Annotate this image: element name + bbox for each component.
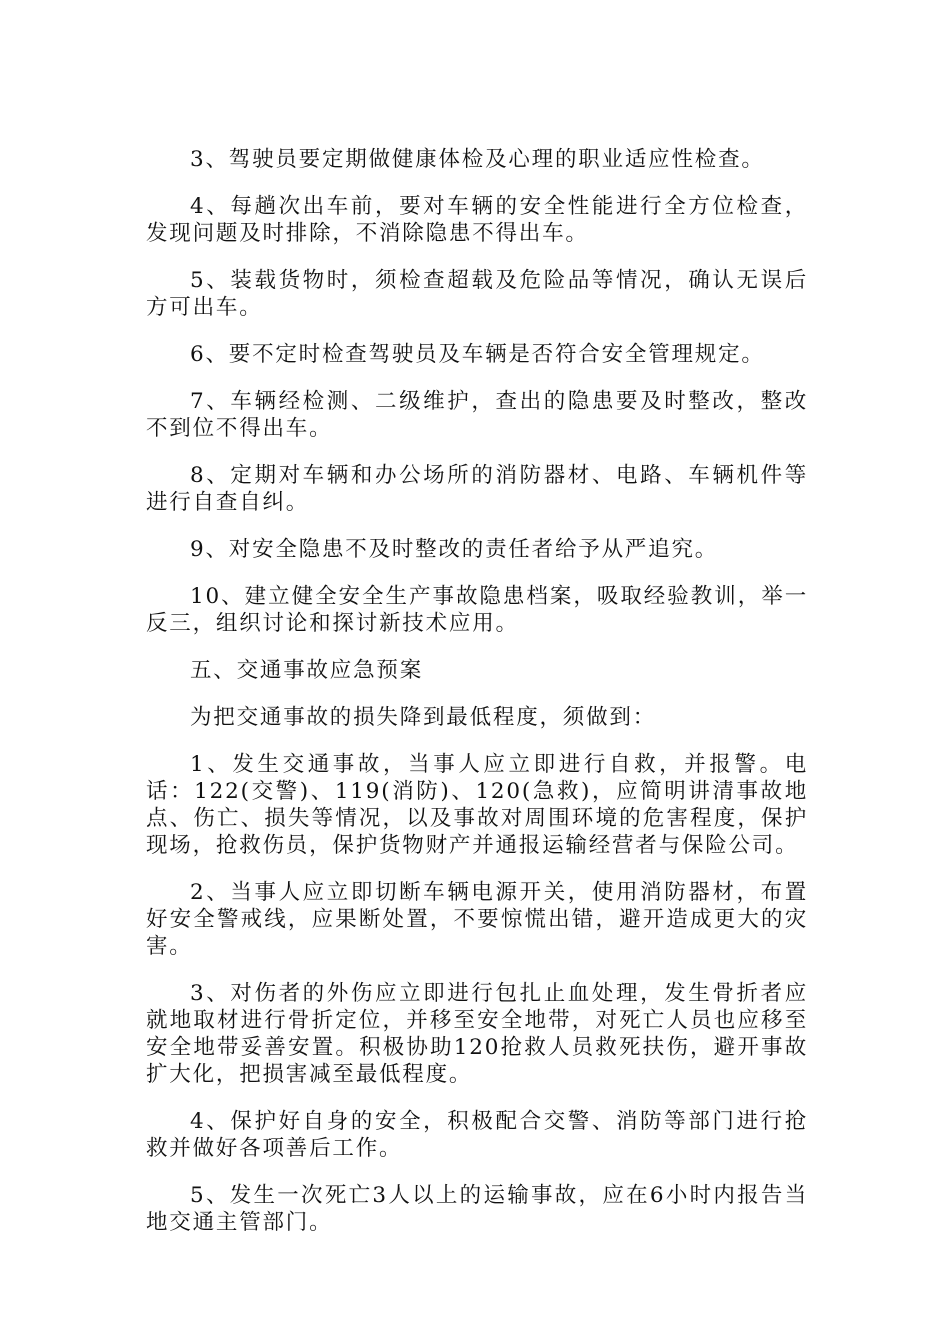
paragraph-item-6-random-inspection: 6、要不定时检查驾驶员及车辆是否符合安全管理规定。 [190,342,765,367]
paragraph-item-5-cargo-check: 5、装载货物时，须检查超载及危险品等情况，确认无误后方可出车。 [146,268,808,320]
paragraph-item-4-pre-trip-inspection: 4、每趟次出车前，要对车辆的安全性能进行全方位检查，发现问题及时排除，不消除隐患不得出车。 [146,194,808,246]
paragraph-item-9-accountability: 9、对安全隐患不及时整改的责任者给予从严追究。 [190,537,719,562]
document-body [146,146,808,1256]
paragraph-emergency-2-power-off: 2、当事人应立即切断车辆电源开关，使用消防器材，布置好安全警戒线，应果断处置，不要惊慌出错，避开造成更大的灾害。 [146,880,808,959]
paragraph-emergency-4-self-protection: 4、保护好自身的安全，积极配合交警、消防等部门进行抢救并做好各项善后工作。 [146,1109,808,1161]
paragraph-emergency-3-first-aid: 3、对伤者的外伤应立即进行包扎止血处理，发生骨折者应就地取材进行骨折定位，并移至安全地带，对死亡人员也应移至安全地带妥善安置。积极协助120抢救人员救死扶伤，避开事故扩大化，把损害减至最低程度。 [146,981,808,1087]
paragraph-item-8-fire-equipment-check: 8、定期对车辆和办公场所的消防器材、电路、车辆机件等进行自查自纠。 [146,463,808,515]
section-heading-emergency-plan: 五、交通事故应急预案 [190,658,424,683]
paragraph-emergency-5-report-deadline: 5、发生一次死亡3人以上的运输事故，应在6小时内报告当地交通主管部门。 [146,1183,808,1235]
paragraph-item-10-hazard-archive: 10、建立健全安全生产事故隐患档案，吸取经验教训，举一反三，组织讨论和探讨新技术应用。 [146,584,808,636]
section-intro: 为把交通事故的损失降到最低程度，须做到： [190,705,657,730]
paragraph-emergency-1-report: 1、发生交通事故，当事人应立即进行自救，并报警。电话：122(交警)、119(消防)、120(急救)，应简明讲清事故地点、伤亡、损失等情况，以及事故对周围环境的危害程度，保护现场，抢救伤员，保护货物财产并通报运输经营者与保险公司。 [146,752,808,858]
paragraph-item-3-driver-health-check: 3、驾驶员要定期做健康体检及心理的职业适应性检查。 [190,147,765,172]
paragraph-item-7-vehicle-maintenance: 7、车辆经检测、二级维护，查出的隐患要及时整改，整改不到位不得出车。 [146,389,808,441]
